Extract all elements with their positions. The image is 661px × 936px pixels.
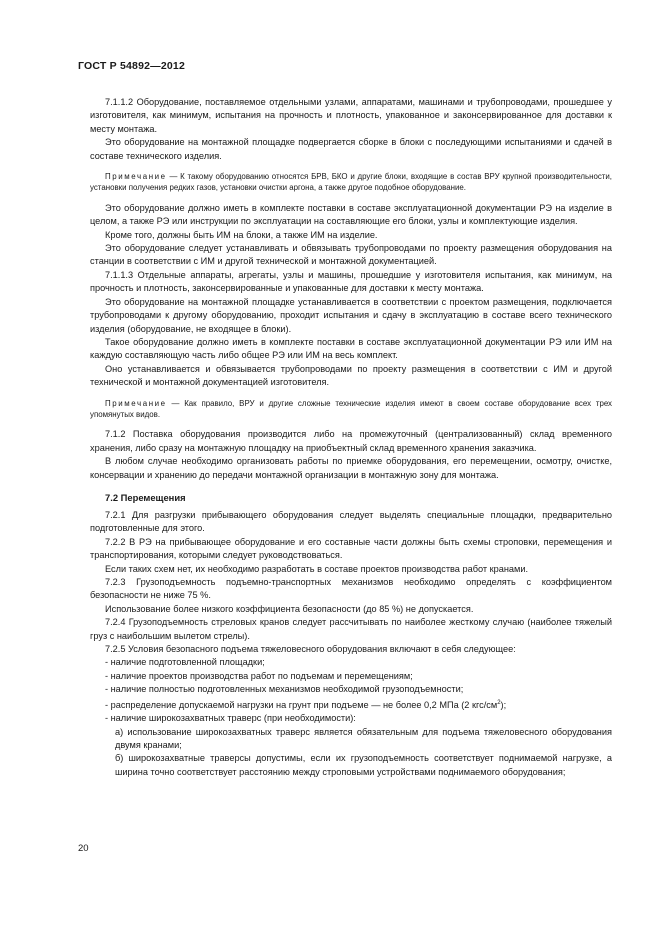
superscript: 2 — [497, 699, 501, 706]
note — [90, 171, 612, 194]
paragraph: 7.2.1 Для разгрузки прибывающего оборудования следует выделять специальные площадки, предварительно подготовленные для этого. — [90, 509, 612, 534]
list-item-text: - распределение допускаемой нагрузки на грунт при подъеме — не более 0,2 МПа (2 кгс/см — [105, 699, 498, 710]
document-body — [90, 96, 612, 779]
list-item — [90, 697, 612, 712]
paragraph: 7.2.3 Грузоподъемность подъемно-транспортных механизмов необходимо определять с коэффициентом безопасности не ниже 75 %. — [90, 577, 612, 601]
paragraph: Такое оборудование должно иметь в комплекте поставки в составе эксплуатационной документации РЭ или ИМ на каждую составляющую часть либо общее РЭ или ИМ на весь комплект. — [90, 336, 612, 361]
sub-list-item: б) широкозахватные траверсы допустимы, если их грузоподъемность соответствует поднимаемой нагрузке, а ширина точно соответствует расстоянию между строповыми устройствами поднимаемого оборудования; — [115, 753, 612, 777]
section-title: 7.2 Перемещения — [105, 491, 186, 503]
paragraph: 7.1.1.3 Отдельные аппараты, агрегаты, узлы и машины, прошедшие у изготовителя испытания, как минимум, на прочность и плотность, законсервированные и упакованные для доставки к месту монтажа. — [90, 269, 612, 294]
note-label: Примечание — [105, 398, 167, 408]
sub-list-item: а) использование широкозахватных траверс является обязательным для подъема тяжеловесного оборудования двумя кранами; — [115, 726, 612, 750]
paragraph: 7.1.2 Поставка оборудования производится либо на промежуточный (централизованный) склад временного хранения, либо сразу на монтажную площадку на приобъектный склад временного хранения заказчика. — [90, 429, 612, 453]
list-item-end: ); — [500, 699, 507, 710]
paragraph: В любом случае необходимо организовать работы по приемке оборудования, его перемещении, осмотру, очистке, консервации и хранению до передачи монтажной организации в монтажную зону для монтажа. — [90, 456, 612, 480]
paragraph: Если таких схем нет, их необходимо разработать в составе проектов производства работ кранами. — [105, 563, 529, 574]
paragraph: Это оборудование следует устанавливать и обвязывать трубопроводами по проекту размещения оборудования на станции в соответствии с ИМ и другой технической и монтажной документацией. — [90, 243, 612, 267]
note-text: — К такому оборудованию относятся БРВ, БКО и другие блоки, входящие в состав ВРУ крупной производительности, установки получения редких газов, установки очистки аргона, а также другое подобное оборудование. — [90, 172, 612, 193]
paragraph: 7.2.2 В РЭ на прибывающее оборудование и его составные части должны быть схемы строповки, перемещения и транспортирования, которыми следует руководствоваться. — [90, 536, 612, 561]
paragraph: Кроме того, должны быть ИМ на блоки, а также ИМ на изделие. — [105, 229, 378, 240]
paragraph: 7.2.5 Условия безопасного подъема тяжеловесного оборудования включают в себя следующее: — [105, 644, 516, 655]
note — [90, 398, 612, 421]
paragraph: Это оборудование должно иметь в комплекте поставки в составе эксплуатационной документации РЭ на изделие в целом, а также РЭ или инструкции по эксплуатации на составляющие его блоки, узлы и комплектующие изделия. — [90, 202, 612, 227]
note-label: Примечание — [105, 172, 167, 182]
paragraph: Использование более низкого коэффициента безопасности (до 85 %) не допускается. — [105, 603, 474, 614]
page-number: 20 — [78, 843, 89, 854]
list-item: - наличие полностью подготовленных механизмов необходимой грузоподъемности; — [105, 684, 464, 695]
paragraph: 7.2.4 Грузоподъемность стреловых кранов следует рассчитывать по наиболее жесткому случаю (наиболее тяжелый груз с наибольшим вылетом стрелы). — [90, 617, 612, 641]
list-item: - наличие широкозахватных траверс (при необходимости): — [105, 713, 356, 724]
list-item: - наличие подготовленной площадки; — [105, 657, 265, 668]
paragraph: Оно устанавливается и обвязывается трубопроводами по проекту размещения в соответствии с ИМ и другой технической и монтажной документацией изготовителя. — [90, 363, 612, 388]
paragraph: Это оборудование на монтажной площадке подвергается сборке в блоки с последующими испытаниями и сдачей в составе технического изделия. — [90, 137, 612, 161]
list-item: - наличие проектов производства работ по подъемам и перемещениям; — [105, 670, 413, 681]
paragraph: Это оборудование на монтажной площадке устанавливается в соответствии с проектом размещения, подключается трубопроводами к другому оборудованию, проходит испытания и сдачу в эксплуатацию в составе всего технического изделия (оборудование, не входящее в блоки). — [90, 296, 612, 334]
paragraph: 7.1.1.2 Оборудование, поставляемое отдельными узлами, аппаратами, машинами и трубопроводами, прошедшее у изготовителя, как минимум, испытания на прочность и плотность, упакованное и законсервированное для доставки к месту монтажа. — [90, 97, 612, 134]
standard-header: ГОСТ Р 54892—2012 — [78, 60, 186, 72]
note-text: — Как правило, ВРУ и другие сложные технические изделия имеют в своем составе оборудование всех трех упомянутых видов. — [90, 398, 612, 419]
